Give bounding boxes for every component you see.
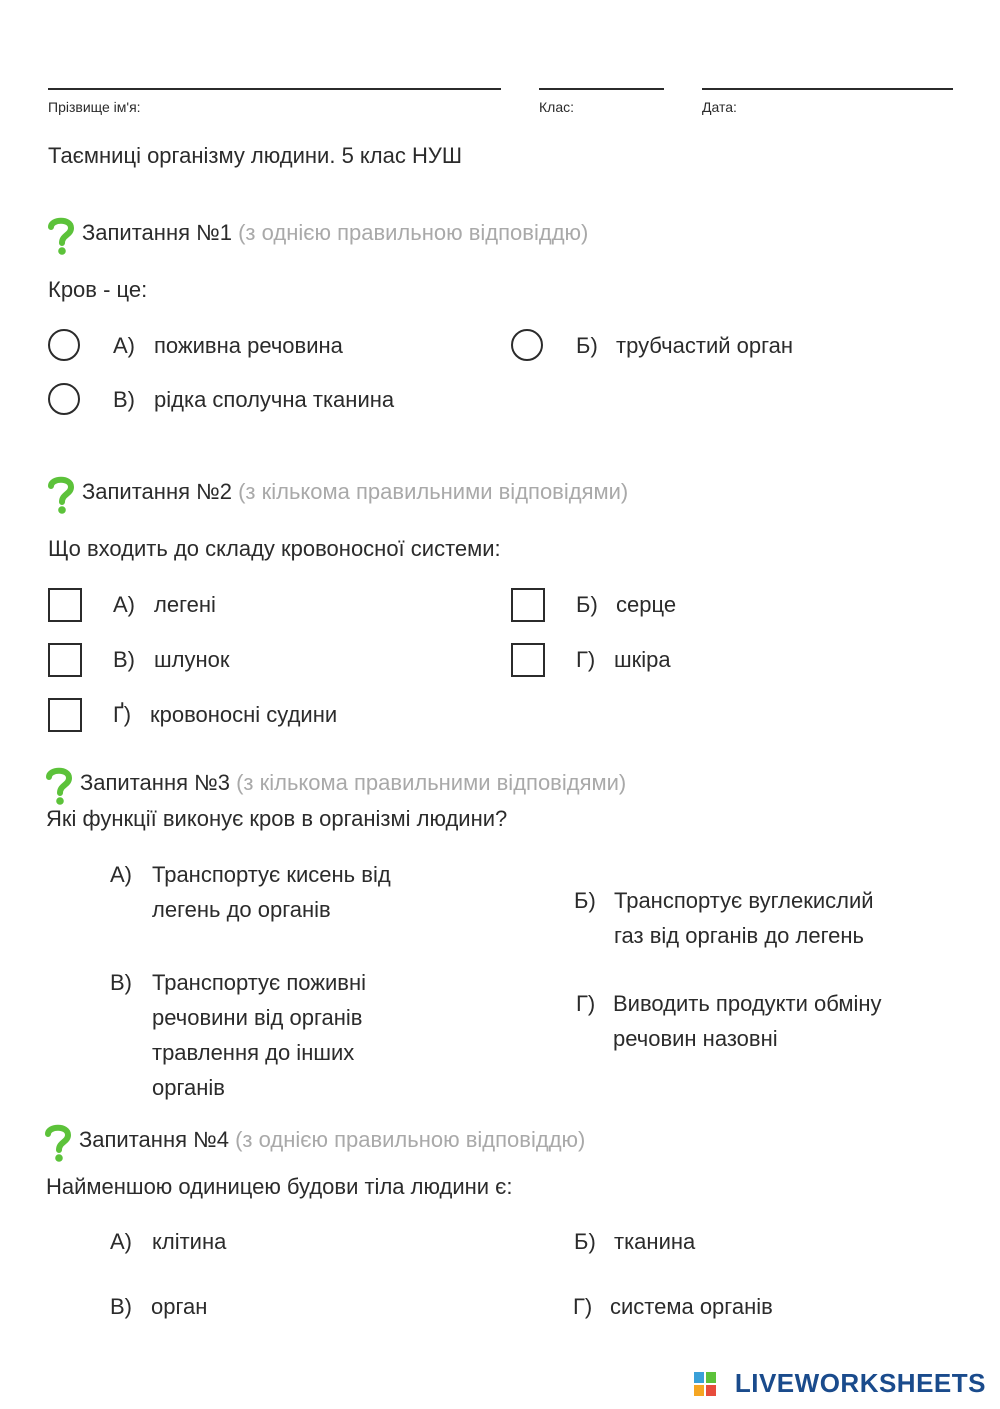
option-letter: А) [110,862,132,887]
option-checkbox-a[interactable] [48,588,82,622]
option-text[interactable]: тканина [614,1229,696,1254]
option-text[interactable] [152,857,391,927]
option-text: рідка сполучна тканина [154,387,395,412]
class-line [539,88,664,90]
option-radio-a[interactable] [48,329,80,361]
option-text[interactable]: система органів [610,1294,773,1319]
page-title: Таємниці організму людини. 5 клас НУШ [48,143,463,168]
option-text[interactable] [613,986,882,1056]
option-text[interactable] [152,965,366,1105]
option-line: речовин назовні [613,1026,778,1051]
option-line: органів [152,1075,225,1100]
question-2-title: Запитання №2 [82,479,232,504]
option-line: Виводить продукти обміну [613,991,882,1016]
option-letter: Б) [574,888,596,913]
question-mark-icon [43,1123,73,1163]
option-text[interactable] [614,883,874,953]
option-checkbox-v[interactable] [48,643,82,677]
option-text[interactable]: орган [151,1294,208,1319]
option-letter: Ґ) [113,702,132,727]
option-text: легені [154,592,216,617]
option-checkbox-g[interactable] [511,643,545,677]
question-mark-icon [46,475,76,515]
liveworksheets-logo-icon [694,1372,716,1396]
name-line [48,88,501,90]
option-letter: Г) [576,991,596,1016]
option-radio-b[interactable] [511,329,543,361]
question-3-heading [80,770,626,796]
question-1-title: Запитання №1 [82,220,232,245]
date-line [702,88,953,90]
option-letter: А) [113,333,135,358]
question-1-note: (з однією правильною відповіддю) [238,220,589,245]
option-letter: Г) [573,1294,593,1319]
question-3-title: Запитання №3 [80,770,230,795]
question-3-note: (з кількома правильними відповідями) [236,770,627,795]
option-line: Транспортує поживні [152,970,367,995]
option-letter: Б) [576,333,598,358]
option-letter: Б) [574,1229,596,1254]
question-1-text: Кров - це: [48,277,148,302]
option-line: легень до органів [152,897,331,922]
option-letter: В) [113,647,135,672]
liveworksheets-logo: LIVEWORKSHEETS [734,1368,986,1398]
option-letter: А) [113,592,135,617]
option-line: травлення до інших [152,1040,355,1065]
option-text: шлунок [154,647,230,672]
option-letter: Г) [576,647,596,672]
option-letter: В) [113,387,135,412]
question-3-text: Які функції виконує кров в організмі людини? [46,806,508,831]
option-line: Транспортує кисень від [152,862,391,887]
option-checkbox-ge[interactable] [48,698,82,732]
option-letter: А) [110,1229,132,1254]
question-mark-icon [44,766,74,806]
question-1-heading [82,220,588,246]
question-2-text: Що входить до складу кровоносної системи: [48,536,501,561]
option-line: речовини від органів [152,1005,363,1030]
option-text: трубчастий орган [616,333,794,358]
question-4-title: Запитання №4 [79,1127,229,1152]
name-label: Прізвище ім'я: [48,99,141,115]
option-text: поживна речовина [154,333,343,358]
option-text[interactable]: клітина [152,1229,227,1254]
question-mark-icon [46,216,76,256]
question-2-note: (з кількома правильними відповідями) [238,479,629,504]
option-letter: В) [110,970,132,995]
option-line: газ від органів до легень [614,923,864,948]
option-line: Транспортує вуглекислий [614,888,874,913]
option-text: кровоносні судини [150,702,338,727]
option-text: шкіра [614,647,671,672]
question-4-note: (з однією правильною відповіддю) [235,1127,586,1152]
option-checkbox-b[interactable] [511,588,545,622]
question-4-heading [79,1127,585,1153]
question-2-heading [82,479,628,505]
option-text: серце [616,592,677,617]
option-letter: В) [110,1294,132,1319]
date-label: Дата: [702,99,737,115]
class-label: Клас: [539,99,574,115]
option-radio-v[interactable] [48,383,80,415]
question-4-text: Найменшою одиницею будови тіла людини є: [46,1174,513,1199]
option-letter: Б) [576,592,598,617]
